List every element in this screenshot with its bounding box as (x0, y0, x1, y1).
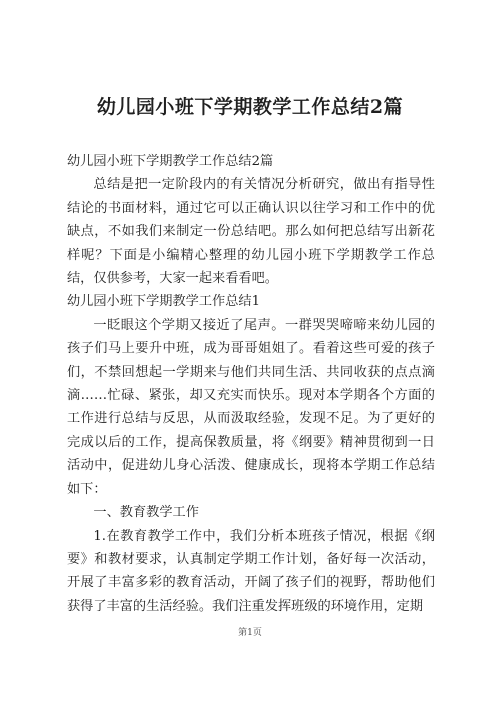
intro-paragraph: 总结是把一定阶段内的有关情况分析研究，做出有指导性结论的书面材料，通过它可以正确认识以往学习和工作中的优缺点，不如我们来制定一份总结吧。那么如何把总结写出新花样呢？下面是小编精心整理的幼儿园小班下学期教学工作总结，仅供参考，大家一起来看看吧。 (67, 177, 435, 287)
document-title: 幼儿园小班下学期教学工作总结2篇 (96, 96, 404, 118)
subtitle-paragraph: 幼儿园小班下学期教学工作总结2篇 (67, 154, 274, 169)
section-heading: 幼儿园小班下学期教学工作总结1 (67, 294, 261, 310)
document-body (67, 150, 435, 618)
page-number: 第1页 (238, 628, 262, 638)
section-subheading: 一、教育教学工作 (93, 505, 199, 521)
body-paragraph: 一眨眼这个学期又接近了尾声。一群哭哭啼啼来幼儿园的孩子们马上要升中班，成为哥哥姐姐了。看着这些可爱的孩子们，不禁回想起一学期来与他们共同生活、共同收获的点点滴滴……忙碌、紧张，却又充实而快乐。现对本学期各个方面的工作进行总结与反思，从而汲取经验，发现不足。为了更好的完成以后的工作，提高保教质量，将《纲要》精神贯彻到一日活动中，促进幼儿身心活泼、健康成长，现将本学期工作总结如下： (67, 317, 435, 497)
body-paragraph: 1.在教育教学工作中，我们分析本班孩子情况，根据《纲要》和教材要求，认真制定学期工作计划，备好每一次活动，开展了丰富多彩的教育活动，开阔了孩子们的视野，帮助他们获得了丰富的生活经验。我们注重发挥班级的环境作用，定期 (67, 528, 435, 614)
